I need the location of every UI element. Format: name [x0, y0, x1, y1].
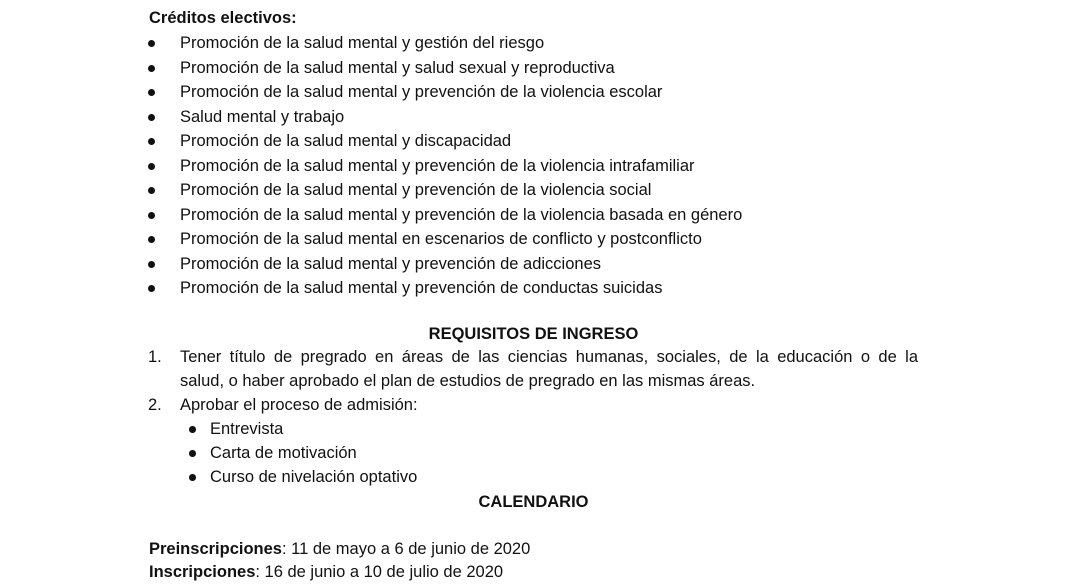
elective-item-text: Promoción de la salud mental y prevención de la violencia social [180, 181, 652, 199]
requirement-number: 2. [148, 396, 162, 414]
elective-item-text: Promoción de la salud mental y prevención de conductas suicidas [180, 279, 663, 297]
admission-step-text: Carta de motivación [210, 444, 357, 462]
calendar-entry-value: : 11 de mayo a 6 de junio de 2020 [281, 540, 531, 558]
calendar-entry-label: Preinscripciones [149, 540, 282, 558]
calendar-entry-value: : 16 de junio a 10 de julio de 2020 [255, 563, 504, 581]
requirements-heading: REQUISITOS DE INGRESO [428, 325, 639, 343]
admission-step-text: Entrevista [210, 420, 284, 438]
bullet-icon [148, 163, 155, 170]
electives-heading: Créditos electivos: [149, 9, 297, 27]
calendar-entry-label: Inscripciones [149, 563, 256, 581]
admission-step-text: Curso de nivelación optativo [210, 468, 418, 486]
elective-item-text: Salud mental y trabajo [180, 107, 345, 126]
requirement-number: 1. [148, 348, 162, 366]
bullet-icon [148, 114, 155, 121]
calendar-entry [149, 537, 530, 561]
bullet-icon [148, 236, 155, 243]
elective-item-text: Promoción de la salud mental y salud sexual y reproductiva [180, 58, 615, 77]
elective-item-text: Promoción de la salud mental y prevención de adicciones [180, 254, 601, 273]
requirement-text-line: Aprobar el proceso de admisión: [180, 396, 418, 414]
bullet-icon [148, 285, 155, 292]
bullet-icon [189, 450, 196, 457]
requirement-text-line: salud, o haber aprobado el plan de estudios de pregrado en las mismas áreas. [180, 372, 756, 390]
elective-item-text: Promoción de la salud mental y prevención de la violencia basada en género [180, 205, 743, 224]
elective-item-text: Promoción de la salud mental y gestión del riesgo [180, 34, 545, 52]
bullet-icon [189, 426, 196, 433]
elective-item-text: Promoción de la salud mental en escenarios de conflicto y postconflicto [180, 230, 702, 248]
calendar-heading: CALENDARIO [478, 493, 589, 511]
bullet-icon [148, 187, 155, 194]
bullet-icon [148, 40, 155, 47]
calendar-entry [149, 560, 503, 584]
elective-item-text: Promoción de la salud mental y discapacidad [180, 132, 512, 150]
bullet-icon [148, 138, 155, 145]
requirement-text-line: Tener título de pregrado en áreas de las ciencias humanas, sociales, de la educación o de la [180, 348, 918, 366]
elective-item-text: Promoción de la salud mental y prevención de la violencia escolar [180, 83, 663, 101]
bullet-icon [148, 261, 155, 268]
bullet-icon [148, 65, 155, 72]
elective-item-text: Promoción de la salud mental y prevención de la violencia intrafamiliar [180, 156, 695, 175]
bullet-icon [148, 89, 155, 96]
bullet-icon [148, 212, 155, 219]
bullet-icon [189, 474, 196, 481]
